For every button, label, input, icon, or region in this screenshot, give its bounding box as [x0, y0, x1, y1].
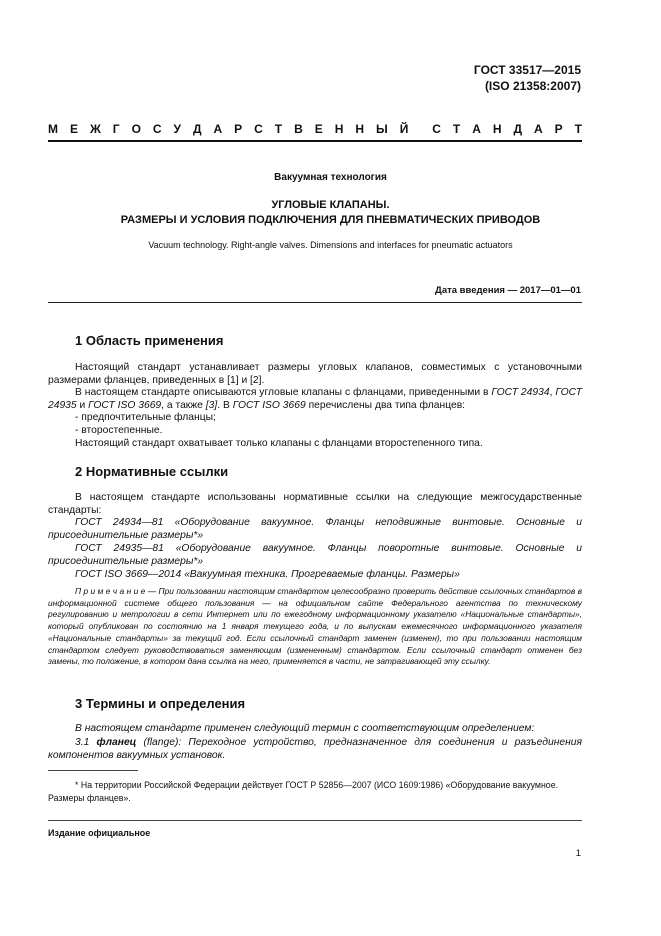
banner-letter: А — [213, 122, 223, 136]
footnote-rule — [48, 770, 138, 771]
section-1-paragraph-1: Настоящий стандарт устанавливает размеры угловых клапанов, совместимых с установочными размерами фланцев, приведенных в [1] и [2]. — [48, 362, 582, 386]
field-title: Вакуумная технология — [274, 172, 387, 183]
section-3-paragraph-1: В настоящем стандарте применен следующий термин с соответствующим определением: — [75, 723, 535, 734]
date-rule — [48, 302, 582, 303]
section-2-paragraph-1: В настоящем стандарте использованы нормативные ссылки на следующие межгосударственные стандарты: — [48, 492, 582, 516]
main-title-line-1: УГЛОВЫЕ КЛАПАНЫ. — [271, 199, 390, 211]
gost-number: ГОСТ 33517—2015 — [473, 63, 581, 77]
reference-link: ГОСТ 24935 — [48, 387, 582, 411]
list-item: - второстепенные. — [75, 425, 163, 436]
banner-letter: Й — [399, 122, 409, 136]
document-header — [474, 62, 581, 94]
banner-letter: А — [472, 122, 481, 136]
banner-letter: М — [48, 122, 58, 136]
reference-link: ГОСТ 24934 — [491, 387, 550, 398]
iso-number: (ISO 21358:2007) — [484, 79, 581, 93]
text-run: . В — [217, 399, 233, 411]
banner-letter: Т — [574, 122, 582, 136]
banner-letter: У — [173, 122, 181, 136]
banner-letter: С — [152, 122, 162, 136]
text-run: В настоящем стандарте описываются угловые клапаны с фланцами, приведенными в — [75, 387, 492, 398]
banner-letter: Г — [112, 122, 120, 136]
term-definition — [48, 737, 582, 762]
introduction-date: Дата введения — 2017—01—01 — [435, 285, 581, 296]
banner-letter: Т — [274, 122, 283, 136]
official-publication-label: Издание официальное — [48, 828, 151, 838]
text-run: , а также — [161, 399, 206, 411]
section-2-note: П р и м е ч а н и е — При пользовании настоящим стандартом целесообразно проверить действие ссылочных стандартов в информационной системе общего пользования — на официальном сайте Федерального агентства по техническому регулированию и метрологии в сети Интернет или по ежегодному информационному указателю «Национальные стандарты», который опубликован по состоянию на 1 января текущего года, и по выпускам ежемесячного информационного указателя «Национальные стандарты» за текущий год. Если ссылочный стандарт заменен (изменен), то при пользовании настоящим стандартом следует руководствоваться заменяющим (измененным) стандартом. Если ссылочный стандарт отменен без замены, то положение, в котором дана ссылка на него, применяется в части, не затрагивающей эту ссылку. — [48, 586, 582, 667]
banner-letter: Т — [452, 122, 461, 136]
term: фланец — [96, 737, 137, 748]
banner-letter: В — [294, 122, 303, 136]
term-definition-text: (flange): Переходное устройство, предназначенное для соединения и разъединения компонентов вакуумных установок. — [48, 737, 583, 761]
section-3-heading: 3 Термины и определения — [75, 696, 246, 711]
banner-letter: Е — [314, 122, 323, 136]
section-2-heading: 2 Нормативные ссылки — [75, 464, 229, 479]
section-1-paragraph-3: Настоящий стандарт охватывает только клапаны с фланцами второстепенного типа. — [75, 438, 483, 449]
banner-letter: Р — [554, 122, 563, 136]
banner-letter: А — [534, 122, 543, 136]
banner-letter: Ж — [89, 122, 101, 136]
section-1-heading: 1 Область применения — [75, 333, 224, 348]
banner-letter: Ы — [375, 122, 388, 136]
text-run: перечислены два типа фланцев: — [305, 399, 466, 411]
banner-letter: Е — [69, 122, 78, 136]
interstate-standard-banner — [48, 122, 582, 136]
banner-letter: Н — [355, 122, 364, 136]
text-run: и — [76, 399, 89, 411]
normative-reference: ГОСТ 24934—81 «Оборудование вакуумное. Фланцы неподвижные винтовые. Основные и присоединительные размеры*» — [48, 517, 582, 541]
term-number: 3.1 — [75, 737, 97, 748]
banner-letter: О — [131, 122, 141, 136]
banner-letter: Н — [492, 122, 502, 136]
normative-reference: ГОСТ ISO 3669—2014 «Вакуумная техника. Прогреваемые фланцы. Размеры» — [75, 569, 460, 580]
banner-letter: С — [254, 122, 263, 136]
page-number: 1 — [575, 848, 581, 859]
banner-rule — [48, 140, 582, 142]
main-title — [0, 198, 661, 228]
text-run: , — [549, 387, 556, 398]
section-1-paragraph-2 — [48, 387, 582, 412]
list-item: - предпочтительные фланцы; — [75, 412, 216, 423]
banner-letter: Н — [334, 122, 344, 136]
reference-link: ГОСТ ISO 3669 — [232, 399, 306, 411]
reference-link: [3] — [205, 399, 218, 411]
banner-letter: Р — [234, 122, 243, 136]
banner-letter: С — [432, 122, 441, 136]
banner-letter: Д — [192, 122, 202, 136]
english-title: Vacuum technology. Right-angle valves. Dimensions and interfaces for pneumatic actuators — [148, 240, 513, 250]
banner-letter: Д — [513, 122, 523, 136]
reference-link: ГОСТ ISO 3669 — [88, 399, 162, 411]
footnote: * На территории Российской Федерации действует ГОСТ Р 52856—2007 (ИСО 1609:1986) «Оборудование вакуумное. Размеры фланцев». — [48, 780, 559, 803]
publication-rule — [48, 820, 582, 821]
normative-reference: ГОСТ 24935—81 «Оборудование вакуумное. Фланцы поворотные винтовые. Основные и присоединительные размеры*» — [48, 543, 582, 567]
main-title-line-2: РАЗМЕРЫ И УСЛОВИЯ ПОДКЛЮЧЕНИЯ ДЛЯ ПНЕВМАТИЧЕСКИХ ПРИВОДОВ — [120, 214, 541, 226]
